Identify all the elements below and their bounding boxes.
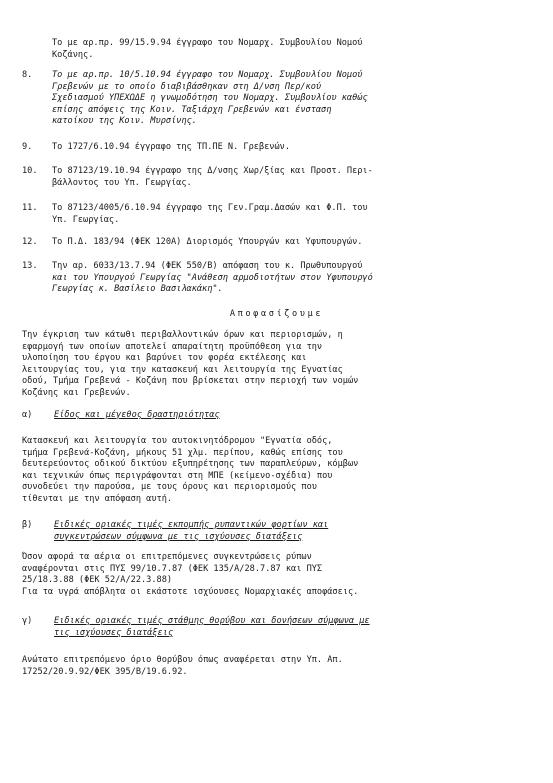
section-c-heading <box>22 616 530 639</box>
intro-line: Κοζάνης και Γρεβενών. <box>22 387 131 398</box>
item-line: Το 1727/6.10.94 έγγραφο της ΤΠ.ΠΕ Ν. Γρεβενών. <box>52 142 290 152</box>
reference-item-12 <box>22 237 530 249</box>
section-label: α) <box>22 410 33 420</box>
item-number: 9. <box>22 142 33 152</box>
item-line: και του Υπουργού Γεωργίας "Ανάθεση αρμοδιοτήτων στον Υφυπουργό <box>52 272 373 283</box>
item-number: 8. <box>22 70 33 80</box>
reference-item-8 <box>22 70 530 128</box>
section-title: τις ισχύουσες διατάξεις <box>54 627 173 638</box>
item-line: Γεωργίας κ. Βασίλειο Βασιλακάκη". <box>52 284 223 295</box>
reference-item-11 <box>22 203 530 226</box>
section-c-body <box>22 655 530 678</box>
section-line: 17252/20.9.92/ΦΕΚ 395/Β/19.6.92. <box>22 666 188 677</box>
item-line: Το με αρ.πρ. 10/5.10.94 έγγραφο του Νομαρχ. Συμβουλίου Νομού <box>52 70 363 80</box>
intro-line: οδού, Τμήμα Γρεβενά - Κοζάνη που βρίσκεται στην περιοχή των νομών <box>22 376 359 387</box>
decision-heading: Αποφασίζουμε <box>229 309 324 319</box>
reference-item-13 <box>22 261 530 296</box>
section-b-heading <box>22 520 530 543</box>
intro-line: λειτουργίας του, για την κατασκευή και λειτουργία της Εγνατίας <box>22 364 343 375</box>
section-title: Ειδικές οριακές τιμές στάθμης θορύβου και δονήσεων σύμφωνα με <box>54 616 370 626</box>
section-line: 25/18.3.88 (ΦΕΚ 52/Α/22.3.88) <box>22 575 173 586</box>
reference-item-7-cont <box>22 38 530 61</box>
intro-line: Την έγκριση των κάτωθι περιβαλλοντικών όρων και περιορισμών, η <box>22 330 343 340</box>
item-line: Το 87123/4005/6.10.94 έγγραφο της Γεν.Γραμ.Δασών και Φ.Π. του <box>52 203 368 213</box>
item-line: Υπ. Γεωργίας. <box>52 214 120 225</box>
item-line: Την αρ. 6033/13.7.94 (ΦΕΚ 550/Β) απόφαση του κ. Πρωθυπουργού <box>52 261 363 271</box>
item-number <box>22 38 52 61</box>
section-line: και τεχνικών όπως περιγράφονται στη ΜΠΕ (κείμενο-σχέδια) που <box>22 470 333 481</box>
section-label: β) <box>22 520 33 530</box>
item-line: Το 87123/19.10.94 έγγραφο της Δ/νσης Χωρ/ξίας και Προστ. Περι- <box>52 166 373 176</box>
section-title: Είδος και μέγεθος δραστηριότητας <box>54 410 220 420</box>
section-b-body <box>22 552 530 598</box>
item-number: 10. <box>22 166 38 176</box>
reference-item-10 <box>22 166 530 189</box>
reference-item-9 <box>22 142 530 154</box>
intro-line: εφαρμογή των οποίων αποτελεί απαραίτητη προϋπόθεση για την <box>22 341 323 352</box>
section-line: δευτερεύοντος οδικού δικτύου εξυπηρέτησης των παραπλεύρων, κόμβων <box>22 459 359 470</box>
section-line: Για τα υγρά απόβλητα οι εκάστοτε ισχύουσες Νομαρχιακές αποφάσεις. <box>22 586 359 597</box>
item-line: επίσης απόψεις της Κοιν. Ταξιάρχη Γρεβενών και ένσταση <box>52 104 332 115</box>
intro-paragraph <box>22 330 530 400</box>
intro-line: υλοποίηση του έργου και βαρύνει τον φορέα εκτέλεσης και <box>22 353 307 364</box>
item-line: Σχεδιασμού ΥΠΕΧΩΔΕ η γνωμοδότηση του Νομαρχ. Συμβουλίου καθώς <box>52 93 368 104</box>
section-line: Κατασκευή και λειτουργία του αυτοκινητόδρομου "Εγνατία οδός, <box>22 436 333 446</box>
section-label: γ) <box>22 616 33 626</box>
item-number: 12. <box>22 237 38 247</box>
section-line: τίθενται με την απόφαση αυτή. <box>22 493 173 504</box>
section-a-heading <box>22 410 530 422</box>
section-line: τμήμα Γρεβενά-Κοζάνη, μήκους 51 χλμ. περίπου, καθώς επίσης του <box>22 447 343 458</box>
section-title: συγκεντρώσεων σύμφωνα με τις ισχύουσες διατάξεις <box>54 531 303 542</box>
item-line: βάλλοντος του Υπ. Γεωργίας. <box>52 177 192 188</box>
item-number: 13. <box>22 261 38 271</box>
section-line: Όσον αφορά τα αέρια οι επιτρεπόμενες συγκεντρώσεις ρύπων <box>22 552 312 562</box>
section-line: αναφέρονται στις ΠΥΣ 99/10.7.87 (ΦΕΚ 135/Α/28.7.87 και ΠΥΣ <box>22 563 323 574</box>
item-number: 11. <box>22 203 38 213</box>
item-line: Κοζάνης. <box>52 49 94 60</box>
section-title: Ειδικές οριακές τιμές εκπομπής ρυπαντικών φορτίων και <box>54 520 329 530</box>
section-a-body <box>22 436 530 506</box>
item-line: Γρεβενών με το οποίο διαβιβάσθηκαν στη Δ/νση Περ/κού <box>52 81 322 92</box>
item-line: Το Π.Δ. 183/94 (ΦΕΚ 120Α) Διορισμός Υπουργών και Υφυπουργών. <box>52 237 363 247</box>
section-line: Ανώτατο επιτρεπόμενο όριο θορύβου όπως αναφέρεται στην Υπ. Απ. <box>22 655 343 665</box>
section-line: συνοδεύει την παρούσα, με τους όρους και περιορισμούς που <box>22 482 317 493</box>
item-line: κατοίκου της Κοιν. Μυρσίνης. <box>52 116 197 127</box>
item-line: Το με αρ.πρ. 99/15.9.94 έγγραφο του Νομαρχ. Συμβουλίου Νομού <box>52 38 363 48</box>
